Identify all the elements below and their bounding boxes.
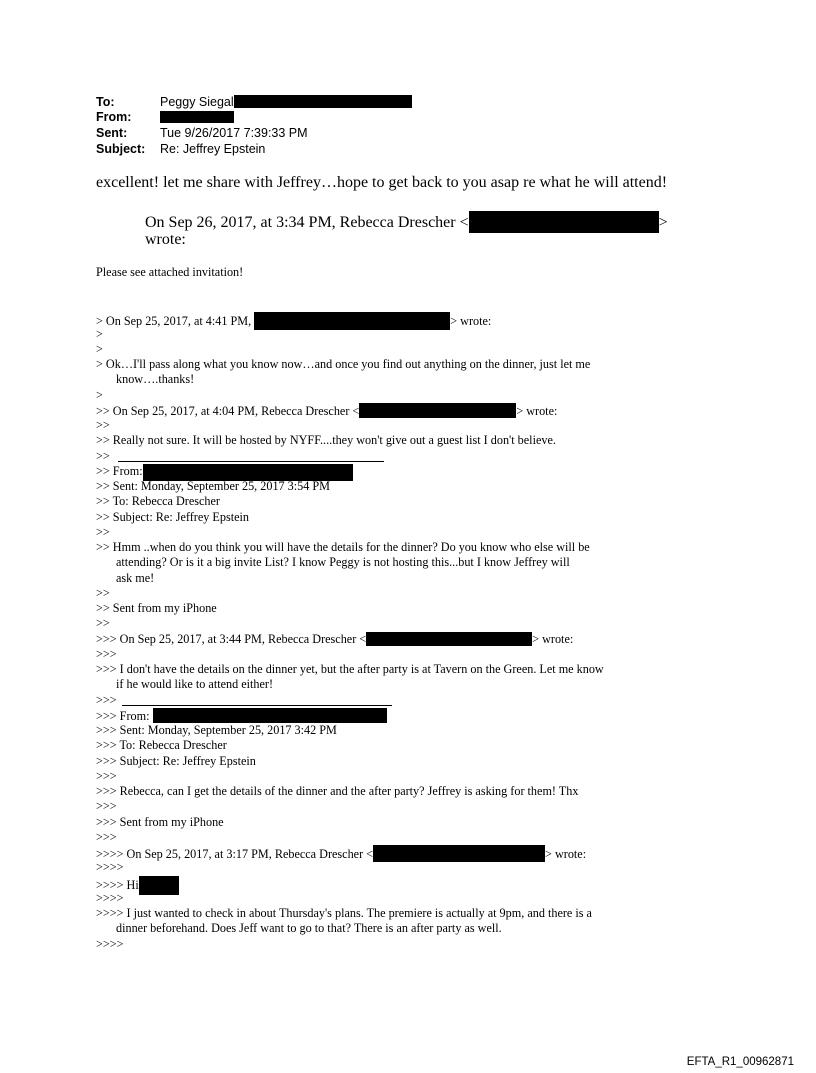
redaction-bar [359, 403, 516, 418]
thread-text: >> On Sep 25, 2017, at 4:04 PM, Rebecca Drescher < [96, 404, 360, 418]
thread-line: > [96, 342, 103, 356]
thread-line: >>> Rebecca, can I get the details of the dinner and the after party? Jeffrey is asking for them! Thx [96, 784, 579, 798]
thread-line: >>>> [96, 937, 124, 951]
redaction-bar [254, 312, 450, 330]
thread-line: >> [96, 525, 110, 539]
thread-line-wrap: attending? Or is it a big invite List? I know Peggy is not hosting this...but I know Jeffrey will [116, 555, 570, 569]
redaction-bar [234, 95, 412, 108]
thread-text: >>>> Hi [96, 878, 139, 892]
thread-line-wrap: ask me! [116, 571, 155, 585]
thread-line: >>> [96, 769, 117, 783]
separator-rule [122, 705, 392, 706]
document-id: EFTA_R1_00962871 [686, 1056, 794, 1068]
thread-line: > Ok…I'll pass along what you know now…and once you find out anything on the dinner, just let me [96, 357, 591, 371]
quote-line1-end: > [658, 214, 668, 231]
thread-line: >>> Sent: Monday, September 25, 2017 3:42 PM [96, 723, 337, 737]
thread-line: >>> [96, 830, 117, 844]
thread-text: > wrote: [516, 404, 558, 418]
to-value: Peggy Siegal [160, 95, 234, 109]
from-value-wrap [160, 110, 234, 125]
quote-attribution-line1 [145, 211, 668, 233]
to-label: To: [96, 95, 115, 109]
redaction-bar [373, 845, 545, 862]
thread-line: >>>> I just wanted to check in about Thursday's plans. The premiere is actually at 9pm, and there is a [96, 906, 592, 920]
thread-text: >>>> On Sep 25, 2017, at 3:17 PM, Rebecca Drescher < [96, 847, 374, 861]
thread-line: >> [96, 616, 110, 630]
thread-line: >> [96, 449, 110, 463]
thread-line: >>>> [96, 891, 124, 905]
thread-line: >> To: Rebecca Drescher [96, 494, 220, 508]
thread-line: >>> [96, 799, 117, 813]
separator-rule [118, 461, 384, 462]
thread-line: >>> [96, 693, 117, 707]
thread-line: >>> Sent from my iPhone [96, 815, 224, 829]
to-value-wrap [160, 95, 412, 110]
thread-line: >>>> [96, 860, 124, 874]
thread-line [96, 312, 491, 330]
quote-attribution-line2: wrote: [145, 231, 186, 248]
invitation-text: Please see attached invitation! [96, 265, 244, 279]
redaction-bar [139, 876, 179, 895]
thread-line [96, 708, 387, 724]
thread-line: >>> I don't have the details on the dinner yet, but the after party is at Tavern on the Green. Let me know [96, 662, 604, 676]
redaction-bar [153, 708, 387, 723]
thread-text: > wrote: [450, 314, 492, 328]
thread-line-wrap: dinner beforehand. Does Jeff want to go to that? There is an after party as well. [116, 921, 502, 935]
thread-text: >>> On Sep 25, 2017, at 3:44 PM, Rebecca Drescher < [96, 632, 367, 646]
from-label: From: [96, 110, 132, 124]
subject-label: Subject: [96, 142, 146, 156]
thread-line [96, 632, 573, 647]
thread-line [96, 845, 586, 862]
thread-line: >> [96, 586, 110, 600]
thread-text: > wrote: [545, 847, 587, 861]
thread-line: >> [96, 418, 110, 432]
thread-line: >> Subject: Re: Jeffrey Epstein [96, 510, 249, 524]
thread-line: > [96, 327, 103, 341]
thread-line: > [96, 388, 103, 402]
thread-line: >> Really not sure. It will be hosted by NYFF....they won't give out a guest list I don't believe. [96, 433, 556, 447]
sent-value: Tue 9/26/2017 7:39:33 PM [160, 126, 308, 140]
thread-text: >> From: [96, 464, 143, 478]
thread-line: >> Sent from my iPhone [96, 601, 217, 615]
thread-line: >> Hmm ..when do you think you will have the details for the dinner? Do you know who else will be [96, 540, 590, 554]
thread-line-wrap: if he would like to attend either! [116, 677, 274, 691]
thread-line: >>> To: Rebecca Drescher [96, 738, 227, 752]
thread-line: >>> [96, 647, 117, 661]
redaction-bar [366, 632, 532, 646]
thread-line: >> Sent: Monday, September 25, 2017 3:54 PM [96, 479, 331, 493]
thread-text: > wrote: [532, 632, 574, 646]
thread-line-wrap: know….thanks! [116, 372, 195, 386]
sent-label: Sent: [96, 126, 128, 140]
thread-line: >>> Subject: Re: Jeffrey Epstein [96, 754, 256, 768]
thread-text: >>> From: [96, 709, 150, 723]
redaction-bar [160, 111, 234, 123]
redaction-bar [469, 211, 659, 233]
quote-line1-text: On Sep 26, 2017, at 3:34 PM, Rebecca Drescher < [145, 214, 469, 231]
reply-text: excellent! let me share with Jeffrey…hope to get back to you asap re what he will attend! [96, 174, 668, 191]
thread-text: > On Sep 25, 2017, at 4:41 PM, [96, 314, 252, 328]
thread-line [96, 403, 557, 419]
subject-value: Re: Jeffrey Epstein [160, 142, 266, 156]
